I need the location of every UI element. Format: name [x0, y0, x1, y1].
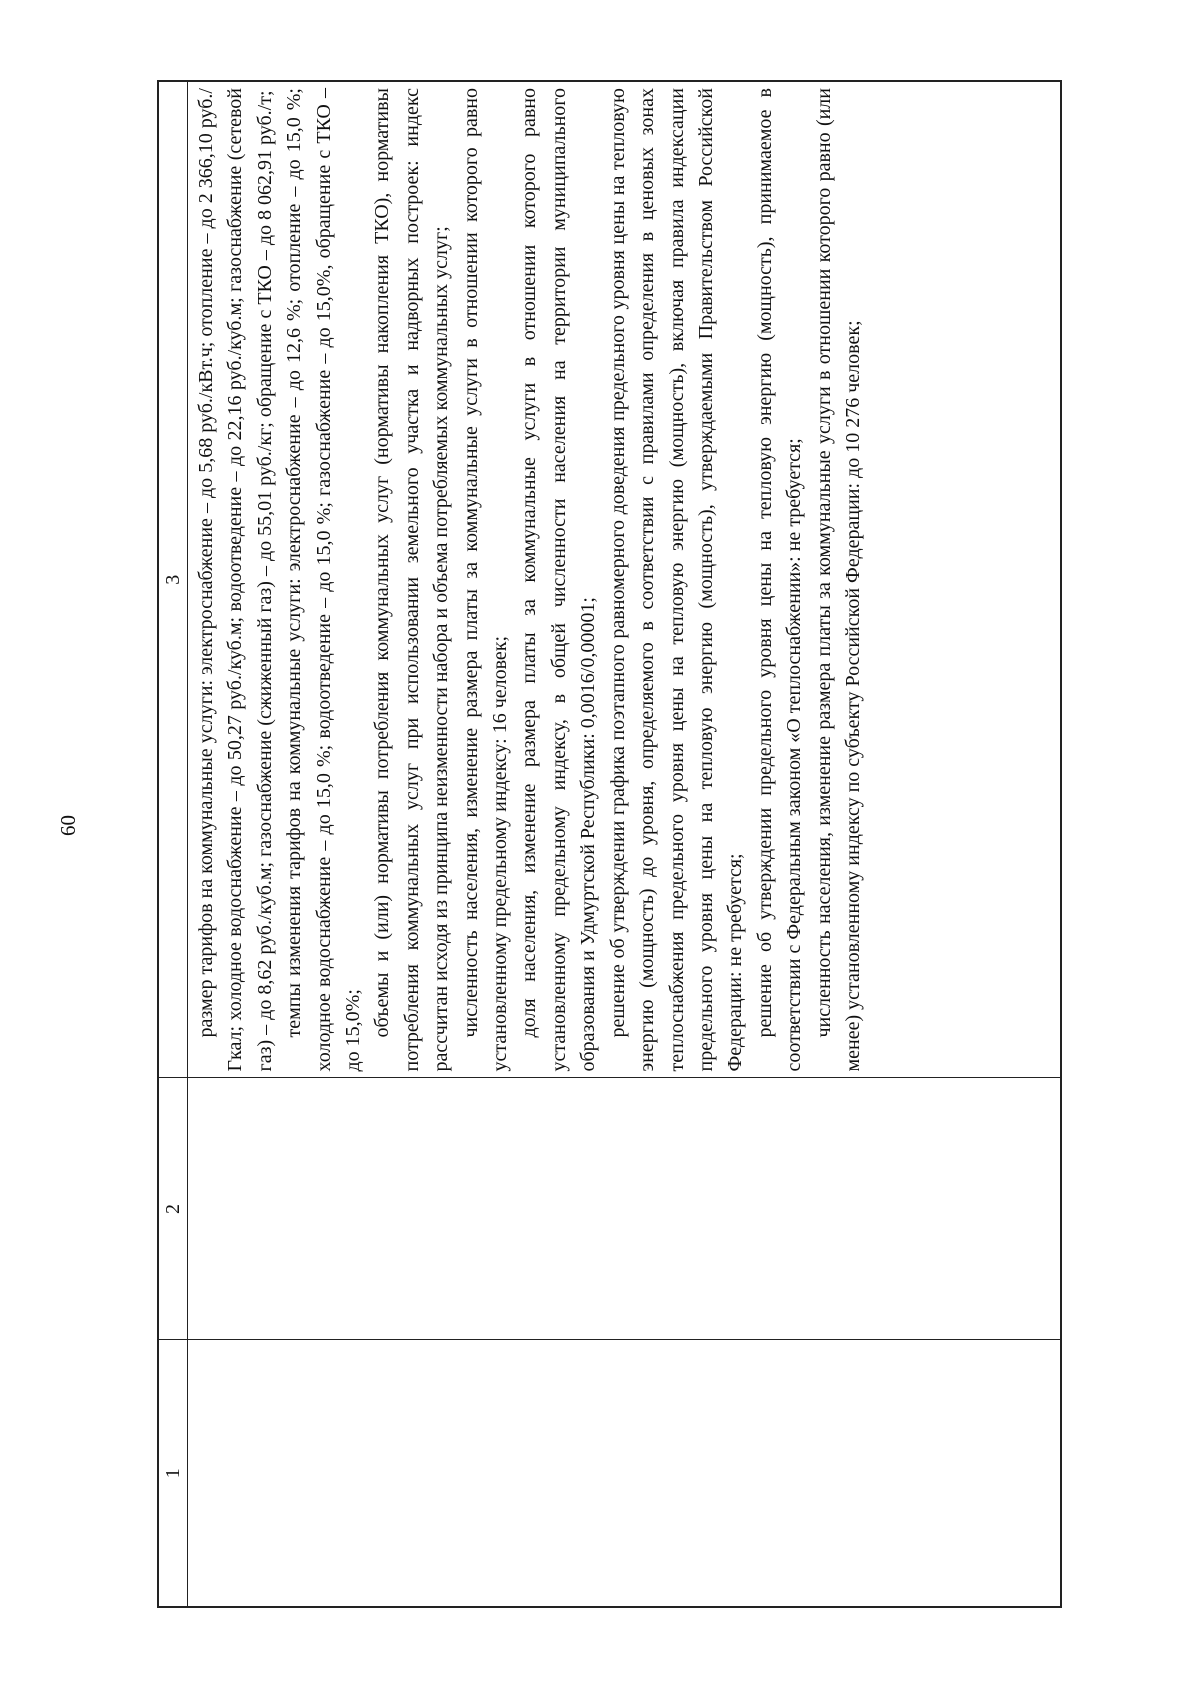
- paragraph-population-below-index: численность населения, изменение размера платы за коммунальные услуги в отношении которого равно (или менее) установленному индексу по субъекту Российской Федерации: до 10 276 человек;: [812, 88, 864, 1072]
- paragraph-population-equal-index: численность населения, изменение размера платы за коммунальные услуги в отношении которого равно установленному предельному индексу: 16 человек;: [459, 88, 512, 1072]
- cell-column-3: [188, 81, 1062, 1078]
- page-number: 60: [56, 815, 80, 836]
- paragraph-population-share: доля населения, изменение размера платы за коммунальные услуги в отношении которого равно установленному предельному индексу, в общей численности населения на территории муниципального образования и Удмуртской Республики: 0,0016/0,00001;: [518, 88, 600, 1072]
- paragraph-tariff-growth-rates: темпы изменения тарифов на коммунальные услуги: электроснабжение – до 12,6 %; отопление – до 15,0 %; холодное водоснабжение – до 15,0 %; водоотведение – до 15,0 %; газоснабжение – до 15,0%, обращение с ТКО – до 15,0%;: [283, 88, 365, 1072]
- table-header-row: [158, 81, 188, 1607]
- paragraph-tariff-size: размер тарифов на коммунальные услуги: электроснабжение – до 5,68 руб./кВт.ч; отопление – до 2 366,10 руб./Гкал; холодное водоснабжение – до 50,27 руб./куб.м; водоотведение – до 22,16 руб./куб.м; газоснабжение (сетевой газ) – до 8,62 руб./куб.м; газоснабжение (сжиженный газ) – до 55,01 руб./кг; обращение с ТКО – до 8 062,91 руб./т;: [195, 88, 276, 1072]
- cell-text-content: [188, 82, 870, 1078]
- paragraph-heat-price-schedule: решение об утверждении графика поэтапного равномерного доведения предельного уровня цены на тепловую энергию (мощность) до уровня, определяемого в соответствии с правилами определения в ценовых зонах теплоснабжения предельного уровня цены на тепловую энергию (мощность), включая правила индексации предельного уровня цены на тепловую энергию (мощность), утверждаемыми Правительством Российской Федерации: не требуется;: [606, 88, 747, 1072]
- header-column-2: 2: [158, 1078, 188, 1340]
- paragraph-heat-price-decision: решение об утверждении предельного уровня цены на тепловую энергию (мощность), принимаемое в соответствии с Федеральным законом «О теплоснабжении»: не требуется;: [753, 88, 806, 1072]
- table-row: [188, 81, 1062, 1607]
- header-column-1: 1: [158, 1340, 188, 1607]
- cell-column-1: [188, 1340, 1062, 1607]
- cell-column-2: [188, 1078, 1062, 1340]
- document-table: [157, 80, 1062, 1608]
- header-column-3: 3: [158, 81, 188, 1078]
- paragraph-consumption-norms: объемы и (или) нормативы потребления коммунальных услуг (нормативы накопления ТКО), нормативы потребления коммунальных услуг при использовании земельного участка и надворных построек: индекс рассчитан исходя из принципа неизменности набора и объема потребляемых коммунальных услуг;: [371, 88, 453, 1072]
- rotated-page-sheet: [157, 82, 1062, 1608]
